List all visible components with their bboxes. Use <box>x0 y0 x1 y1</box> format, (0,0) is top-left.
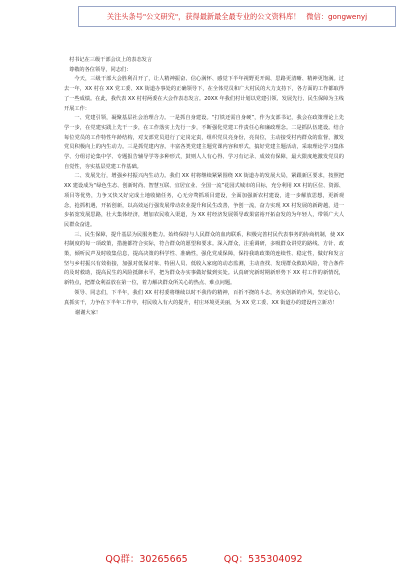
document-title: 村书记在三级干部会议上的表态发言 <box>69 57 153 63</box>
document-body <box>64 56 344 536</box>
paragraph-closing: 领导、同志们，下半年，我们 XX 村村委将继续以时不我待的精神，百折不挠的斗志，务实创新的作风，坚定信心，真抓实干，力争在下半年工作中，村民收入有大的提升，村庄环境更美丽，为 XX 党工委、XX 街道办的建设再立新功！ <box>64 289 344 306</box>
paragraph-intro: 今天，三级干部大会胜利召开了，让人精神振奋、信心满怀、感觉下半年视野更开阔、思路更清晰、精神更饱满。过去一年，XX 村在 XX 党工委、XX 街道办事处的正确领导下，在全体党员和广大村民的大力支持下，各方面的工作都取得了一些成绩。在此，我代表 XX 村村两委在大会作表态发言。20XX 年我们村计划以党建引领、发展先行、民生保障为主线开展工作： <box>64 76 344 112</box>
banner-promo-text: 关注头条号"公文研究"，获得最新最全最专业的公文资料库！ <box>106 11 301 21</box>
document-thanks: 谢谢大家！ <box>75 310 101 317</box>
document-greeting: 尊敬的各位领导，同志们： <box>69 66 132 73</box>
paragraph-livelihood: 三、民生保障，提升基层为民服务能力。始终保持与人民群众的血肉联系，积极完善村民代表事务的协商机制，使 XX 村制度的每一项政策，措施都符合实际，符合群众的愿望和要求。深入群众，注重调研，多吸群众讲党的路线、方针、政策，倾听民声及时收集信息，提高决策的科学性、准确性，强化党成保障，保持我助政策的连续性、稳定性，做好和发言坚与乡村振兴有效衔接，加强对低保对象、特困人员、低收入家庭的动态监测，主动查找、发现群众救助风险，符合条件的及时救助，提高民生的风险抵御水平，把为群众办实事做好做到实处。认真研究新时期新形势下 XX 村工作的新情况，新特点，把群众利益放在第一位，着力解决群众所关心的热点、难点问题。 <box>64 231 344 287</box>
promo-banner <box>78 6 396 27</box>
banner-wechat-text: 微信：gongwenyj <box>306 11 368 21</box>
footer-qq-group: QQ群：30265665 <box>105 554 188 565</box>
paragraph-development: 二、发展先行，增强乡村振兴内生动力。我们 XX 村将继续紧紧围绕 XX 街道办的发展大局，紧跟新区要求，按照把 XX 建设成为“绿色生态、创新时尚、智慧互联、宜居宜业、全国一流”花园式城市的目标，充分利用 XX 村的区位、资源、项目等优势，力争又快又好完成土地收储任务，心无旁骛抓项目建设，全面加强新农村建设，进一步解放思想，更新观念，抢抓机遇，开拓创新，以高效运行强发展带动农业提升和民生改善，争创一流，奋力实现 XX 村发展的新跨越，进一步拓宽发展思路，壮大集体经济，增加农民收入渠道，为 XX 村经济发展领导政果富裕开拓奋发的为年轻人，带领广大人民群众奋进。 <box>64 173 344 228</box>
contact-footer <box>0 551 408 565</box>
paragraph-party-building: 一、党建引领，凝聚基层社会治理合力。一是抓自身建设。“打铁还需自身硬”，作为支部书记，我会在政策理论上先学一步，在党建实践上先干一步，在工作落实上先行一步，不断强化党建工作责任心和廉政理念。二是抓队伍建设。结合每位党员的工作特性年龄结构，对支部党员进行了定岗定责，组织党员亮身份，亮岗位，主动接受村内群众的监督，激发党员积极向上的内生动力。三是抓党建内容。丰富各类党建主题党课内容和形式，搞好党建主题活动，采取理论学习集体学、分组讨论集中学、专题报告辅导学等多种形式，鼓则人人有心得、学习有记录、成效有保障，最大限度地激发党员的自觉性，夯实基层党建工作基础。 <box>64 115 344 170</box>
footer-qq: QQ：535304092 <box>223 554 303 565</box>
